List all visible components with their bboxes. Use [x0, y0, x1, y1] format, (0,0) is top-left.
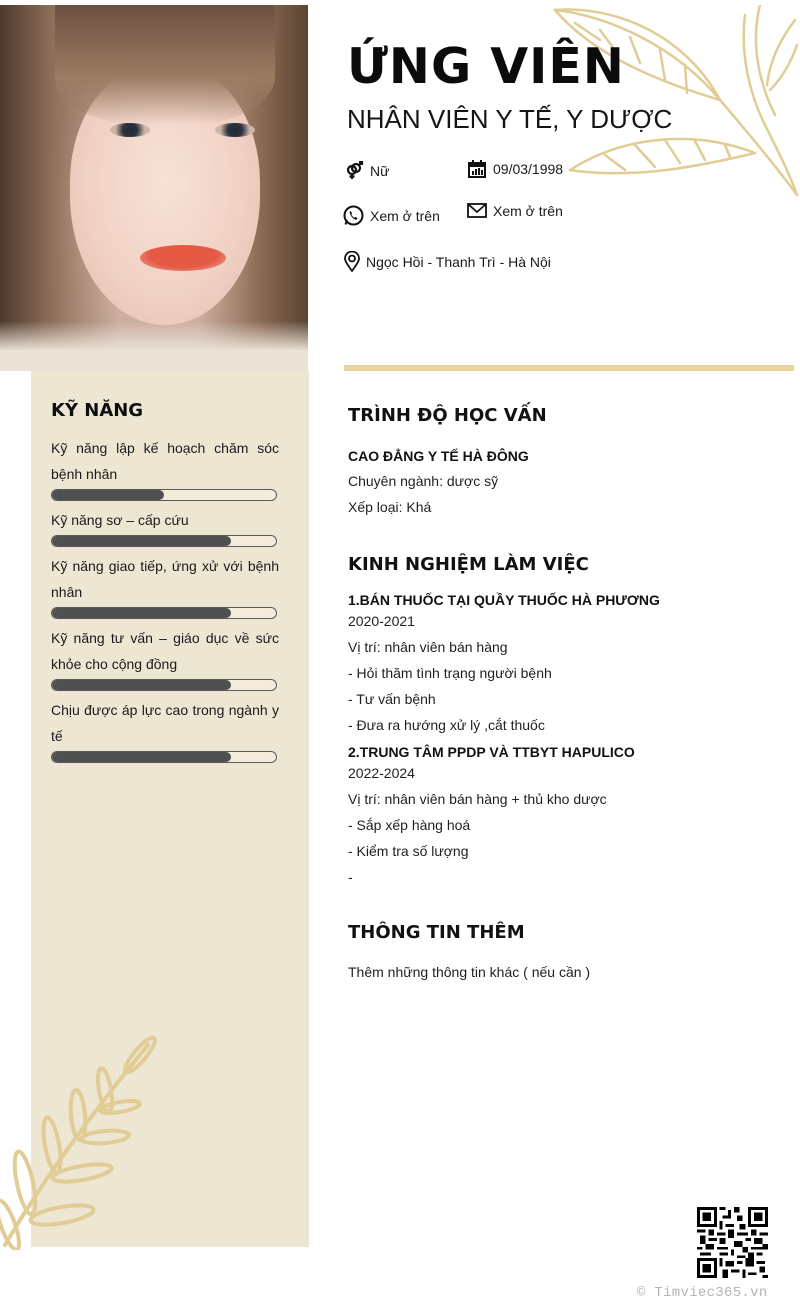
photo-eye-right	[215, 123, 255, 137]
photo-shirt	[0, 321, 308, 371]
experience-position: Vị trí: nhân viên bán hàng	[348, 639, 508, 655]
address-value: Ngọc Hồi - Thanh Trì - Hà Nội	[366, 253, 551, 270]
additional-text: Thêm những thông tin khác ( nếu cần )	[348, 964, 591, 980]
email-info	[467, 203, 563, 219]
job-title: NHÂN VIÊN Y TẾ, Y DƯỢC	[347, 104, 673, 134]
experience-task: - Kiểm tra số lượng	[348, 843, 469, 859]
experience-period: 2020-2021	[348, 613, 415, 629]
experience-company: 2.TRUNG TÂM PPDP VÀ TTBYT HAPULICO	[348, 744, 635, 760]
skill-item	[51, 435, 279, 501]
main-content	[348, 405, 768, 985]
education-grade: Xếp loại: Khá	[348, 499, 432, 515]
leaf-decoration-top-icon	[545, 5, 800, 200]
experience-task: - Hỏi thăm tình trạng người bệnh	[348, 665, 552, 681]
skills-section	[51, 400, 279, 769]
email-value: Xem ở trên	[493, 203, 563, 219]
photo-eye-left	[110, 123, 150, 137]
experience-task: - Đưa ra hướng xử lý ,cắt thuốc	[348, 717, 545, 733]
skill-progress-bar	[51, 607, 277, 619]
skill-label: Kỹ năng giao tiếp, ứng xử với bệnh nhân	[51, 558, 279, 600]
skill-item	[51, 553, 279, 619]
skill-label: Kỹ năng tư vấn – giáo dục về sức khỏe cho cộng đồng	[51, 630, 279, 672]
skill-progress-fill	[52, 752, 231, 762]
skill-progress-bar	[51, 535, 277, 547]
profile-photo	[0, 5, 308, 371]
education-major: Chuyên ngành: dược sỹ	[348, 473, 499, 489]
candidate-name: ỨNG VIÊN	[347, 38, 625, 95]
skill-item	[51, 625, 279, 691]
phone-icon	[343, 205, 364, 226]
experience-position: Vị trí: nhân viên bán hàng + thủ kho dược	[348, 791, 607, 807]
calendar-icon	[467, 159, 487, 179]
skill-label: Kỹ năng sơ – cấp cứu	[51, 512, 189, 528]
address-info	[344, 251, 551, 272]
skill-item	[51, 507, 279, 547]
education-title: TRÌNH ĐỘ HỌC VẤN	[348, 405, 547, 426]
additional-title: THÔNG TIN THÊM	[348, 922, 525, 943]
photo-lips	[140, 245, 226, 271]
experience-company: 1.BÁN THUỐC TẠI QUẦY THUỐC HÀ PHƯƠNG	[348, 592, 660, 608]
phone-info	[343, 205, 440, 226]
skill-progress-fill	[52, 536, 231, 546]
experience-task: -	[348, 869, 353, 885]
experience-task: - Tư vấn bệnh	[348, 691, 436, 707]
skill-item	[51, 697, 279, 763]
education-school: CAO ĐẲNG Y TẾ HÀ ĐÔNG	[348, 448, 529, 464]
experience-task: - Sắp xếp hàng hoá	[348, 817, 471, 833]
experience-title: KINH NGHIỆM LÀM VIỆC	[348, 554, 589, 575]
skill-progress-fill	[52, 490, 164, 500]
skills-title: KỸ NĂNG	[51, 400, 144, 421]
copyright-footer: © Timviec365.vn	[637, 1285, 768, 1301]
location-pin-icon	[344, 251, 360, 272]
skill-label: Kỹ năng lập kế hoạch chăm sóc bệnh nhân	[51, 440, 279, 482]
skill-progress-fill	[52, 608, 231, 618]
experience-period: 2022-2024	[348, 765, 415, 781]
experience-item	[348, 592, 768, 738]
gender-icon	[344, 161, 364, 181]
accent-divider	[344, 365, 794, 371]
photo-bangs	[55, 5, 275, 125]
qr-code-icon	[697, 1207, 768, 1278]
birthday-value: 09/03/1998	[493, 161, 564, 177]
phone-value: Xem ở trên	[370, 207, 440, 224]
experience-item	[348, 744, 768, 890]
skill-label: Chịu được áp lực cao trong ngành y tế	[51, 702, 279, 744]
gender-info	[344, 161, 389, 181]
skill-progress-bar	[51, 679, 277, 691]
leaf-decoration-bottom-icon	[0, 1035, 160, 1250]
gender-value: Nữ	[370, 163, 390, 179]
birthday-info	[467, 159, 563, 179]
skill-progress-fill	[52, 680, 231, 690]
skill-progress-bar	[51, 489, 277, 501]
skill-progress-bar	[51, 751, 277, 763]
mail-icon	[467, 203, 487, 219]
